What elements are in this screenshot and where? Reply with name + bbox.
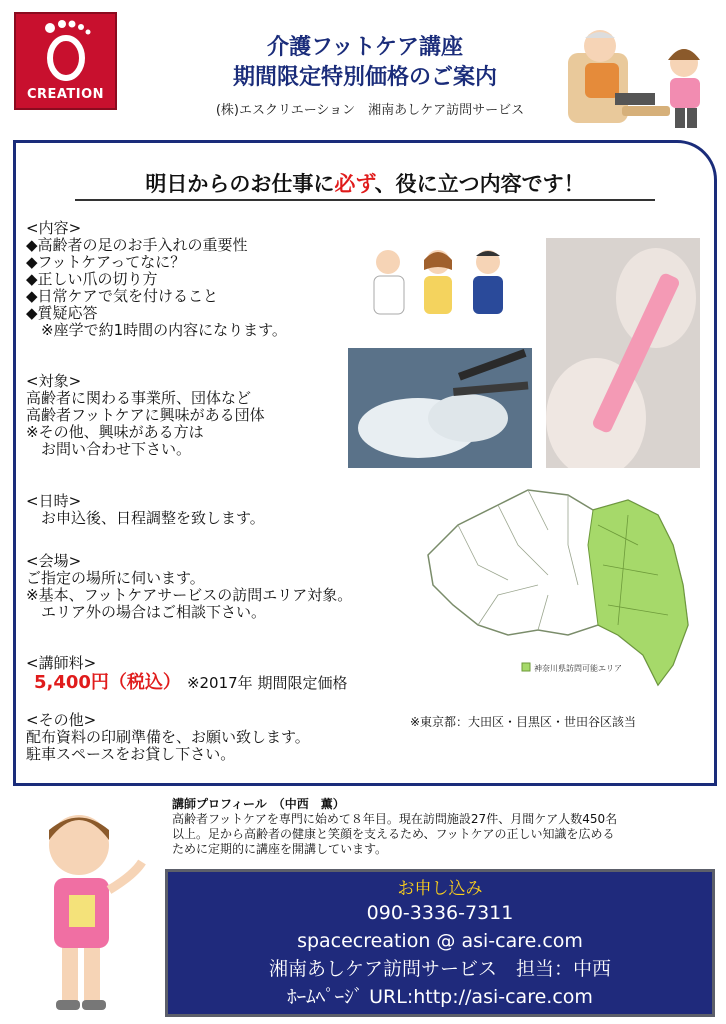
headline-emphasis: 必ず (334, 172, 375, 196)
profile-line: ために定期的に講座を開講しています。 (172, 842, 388, 856)
nail-clipping-photo (348, 348, 532, 468)
other-line: 駐車スペースをお貸し下さい。 (26, 745, 236, 763)
phone-number[interactable]: 090-3336-7311 (366, 902, 514, 924)
page-subtitle: 期間限定特別価格のご案内 (232, 65, 497, 90)
staff-illustration (358, 240, 518, 320)
price: 5,400円（税込） (34, 672, 181, 693)
headline (40, 168, 690, 198)
footprint-icon (16, 14, 115, 84)
price-note: ※2017年 期間限定価格 (186, 674, 348, 692)
venue-line: ※基本、フットケアサービスの訪問エリア対象。 (26, 586, 353, 604)
other-line: 配布資料の印刷準備を、お願い致します。 (26, 728, 310, 746)
creation-logo (14, 12, 117, 110)
nail-file-photo (546, 238, 700, 468)
list-item: ◆フットケアってなに？ (26, 253, 186, 271)
section-heading: <会場> (26, 552, 82, 570)
section-heading: <講師料> (26, 654, 97, 672)
content-section (26, 220, 287, 339)
section-heading: <内容> (26, 219, 82, 237)
profile-line: 高齢者フットケアを専門に始めて８年目。現在訪問施設27件、月間ケア人数450名 (172, 812, 618, 826)
foot-care-illustration (560, 8, 720, 138)
venue-line: ご指定の場所に伺います。 (26, 569, 205, 587)
other-section (26, 712, 310, 763)
page-title: 介護フットケア講座 (266, 35, 464, 60)
profile-line: 以上。足から高齢者の健康と笑顔を支えるため、フットケアの正しい知識を広める (172, 827, 615, 841)
map-note: ※東京都：大田区・目黒区・世田谷区該当 (410, 715, 637, 729)
logo-text: CREATION (26, 87, 105, 102)
venue-line: エリア外の場合はご相談下さい。 (26, 603, 267, 621)
headline-underline (75, 199, 655, 201)
section-heading: <日時> (26, 492, 82, 510)
instructor-profile (172, 797, 712, 857)
map-legend: 神奈川県訪問可能エリア (534, 664, 622, 673)
homepage-url[interactable]: ﾎｰﾑﾍﾟｰｼﾞ URL:http://asi-care.com (287, 986, 593, 1008)
service-contact: 湘南あしケア訪問サービス 担当：中西 (268, 958, 611, 980)
content-note: ※座学で約1時間の内容になります。 (26, 321, 287, 339)
target-line: お問い合わせ下さい。 (26, 440, 192, 458)
list-item: ◆正しい爪の切り方 (26, 270, 158, 288)
venue-section (26, 553, 352, 621)
instructor-illustration (34, 800, 149, 1015)
target-line: ※その他、興味がある方は (26, 423, 204, 441)
section-heading: <対象> (26, 372, 82, 390)
apply-label: お申し込み (397, 879, 483, 899)
kanagawa-service-area-map (418, 485, 698, 690)
section-heading: <その他> (26, 711, 97, 729)
fee-section (26, 655, 347, 692)
target-section (26, 373, 265, 458)
headline-before: 明日からのお仕事に (145, 172, 335, 196)
list-item: ◆高齢者の足のお手入れの重要性 (26, 236, 248, 254)
list-item: ◆質疑応答 (26, 304, 98, 322)
profile-title: 講師プロフィール （中西 薫） (172, 797, 345, 811)
list-item: ◆日常ケアで気を付けること (26, 287, 218, 305)
company-name: (株)エスクリエーション 湘南あしケア訪問サービス (215, 103, 525, 118)
schedule-line: お申込後、日程調整を致します。 (26, 509, 265, 527)
contact-box (165, 869, 715, 1017)
email-address[interactable]: spacecreation @ asi-care.com (297, 930, 583, 952)
target-line: 高齢者に関わる事業所、団体など (26, 389, 252, 407)
schedule-section (26, 493, 265, 527)
headline-after: 、役に立つ内容です！ (374, 172, 585, 196)
target-line: 高齢者フットケアに興味がある団体 (26, 406, 265, 424)
